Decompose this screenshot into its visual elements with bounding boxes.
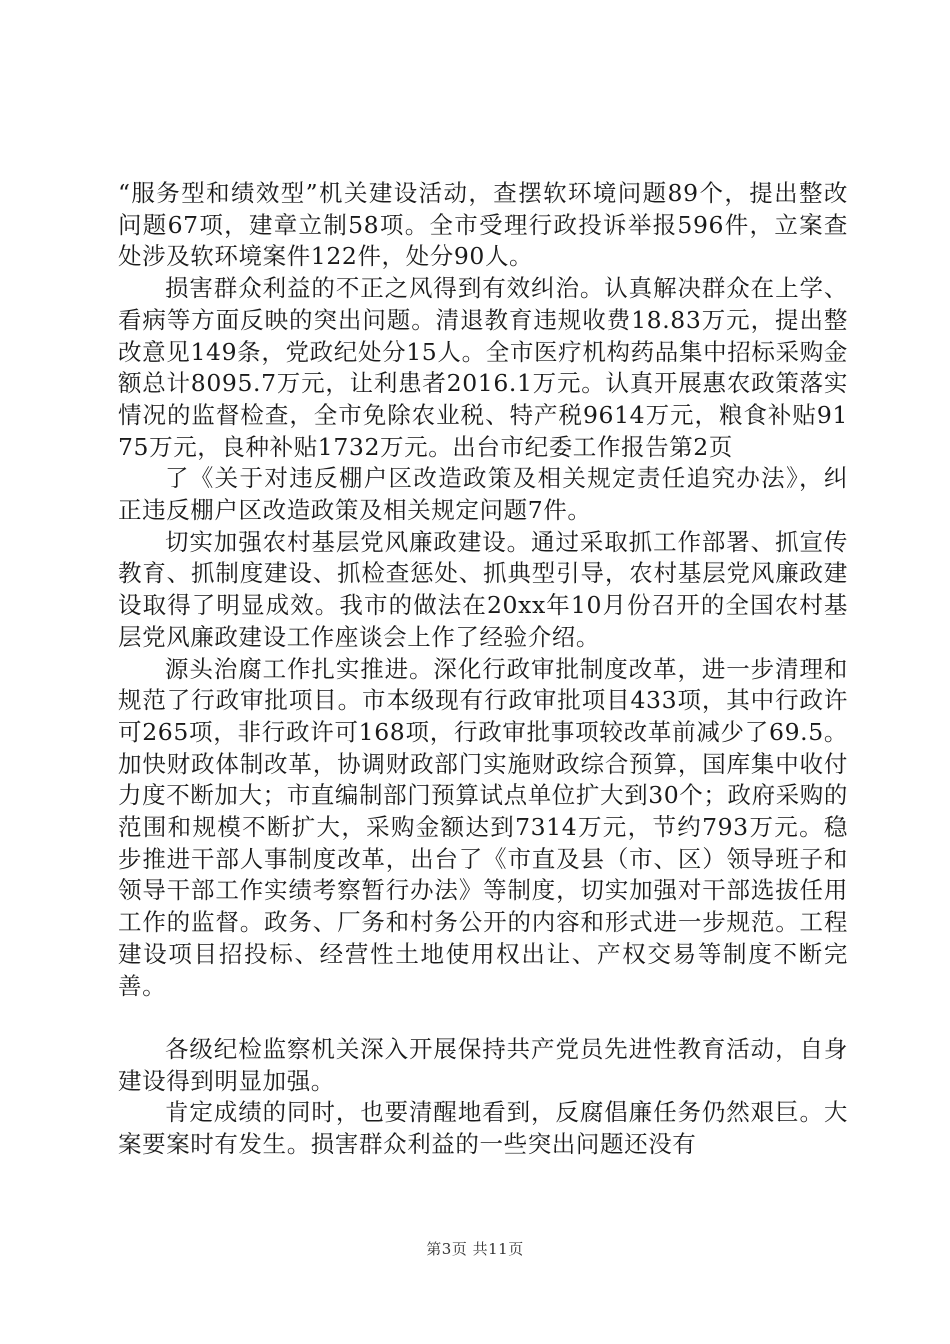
paragraph-3: 了《关于对违反棚户区改造政策及相关规定责任追究办法》，纠正违反棚户区改造政策及相关规定问题7件。 [118,464,848,525]
paragraph-2: 损害群众利益的不正之风得到有效纠治。认真解决群众在上学、看病等方面反映的突出问题。清退教育违规收费18.83万元，提出整改意见149条，党政纪处分15人。全市医疗机构药品集中招标采购金额总计8095.7万元，让利患者2016.1万元。认真开展惠农政策落实情况的监督检查，全市免除农业税、特产税9614万元，粮食补贴9175万元，良种补贴1732万元。出台市纪委工作报告第2页 [118,274,848,461]
paragraph-5: 源头治腐工作扎实推进。深化行政审批制度改革，进一步清理和规范了行政审批项目。市本级现有行政审批项目433项，其中行政许可265项，非行政许可168项，行政审批事项较改革前减少了69.5。加快财政体制改革，协调财政部门实施财政综合预算，国库集中收付力度不断加大；市直编制部门预算试点单位扩大到30个；政府采购的范围和规模不断扩大，采购金额达到7314万元，节约793万元。稳步推进干部人事制度改革，出台了《市直及县（市、区）领导班子和领导干部工作实绩考察暂行办法》等制度，切实加强对干部选拔任用工作的监督。政务、厂务和村务公开的内容和形式进一步规范。工程建设项目招投标、经营性土地使用权出让、产权交易等制度不断完善。 [118,654,849,1000]
paragraph-7: 肯定成绩的同时，也要清醒地看到，反腐倡廉任务仍然艰巨。大案要案时有发生。损害群众利益的一些突出问题还没有 [118,1098,848,1159]
paragraph-4: 切实加强农村基层党风廉政建设。通过采取抓工作部署、抓宣传教育、抓制度建设、抓检查惩处、抓典型引导，农村基层党风廉政建设取得了明显成效。我市的做法在20xx年10月份召开的全国农村基层党风廉政建设工作座谈会上作了经验介绍。 [118,527,848,651]
page-footer: 第3页 共11页 [426,1240,524,1258]
document-body [118,178,848,1161]
paragraph-6: 各级纪检监察机关深入开展保持共产党员先进性教育活动，自身建设得到明显加强。 [118,1034,848,1095]
paragraph-1: “服务型和绩效型”机关建设活动，查摆软环境问题89个，提出整改问题67项，建章立制58项。全市受理行政投诉举报596件，立案查处涉及软环境案件122件，处分90人。 [118,179,848,271]
paragraph-spacer [118,1002,848,1034]
